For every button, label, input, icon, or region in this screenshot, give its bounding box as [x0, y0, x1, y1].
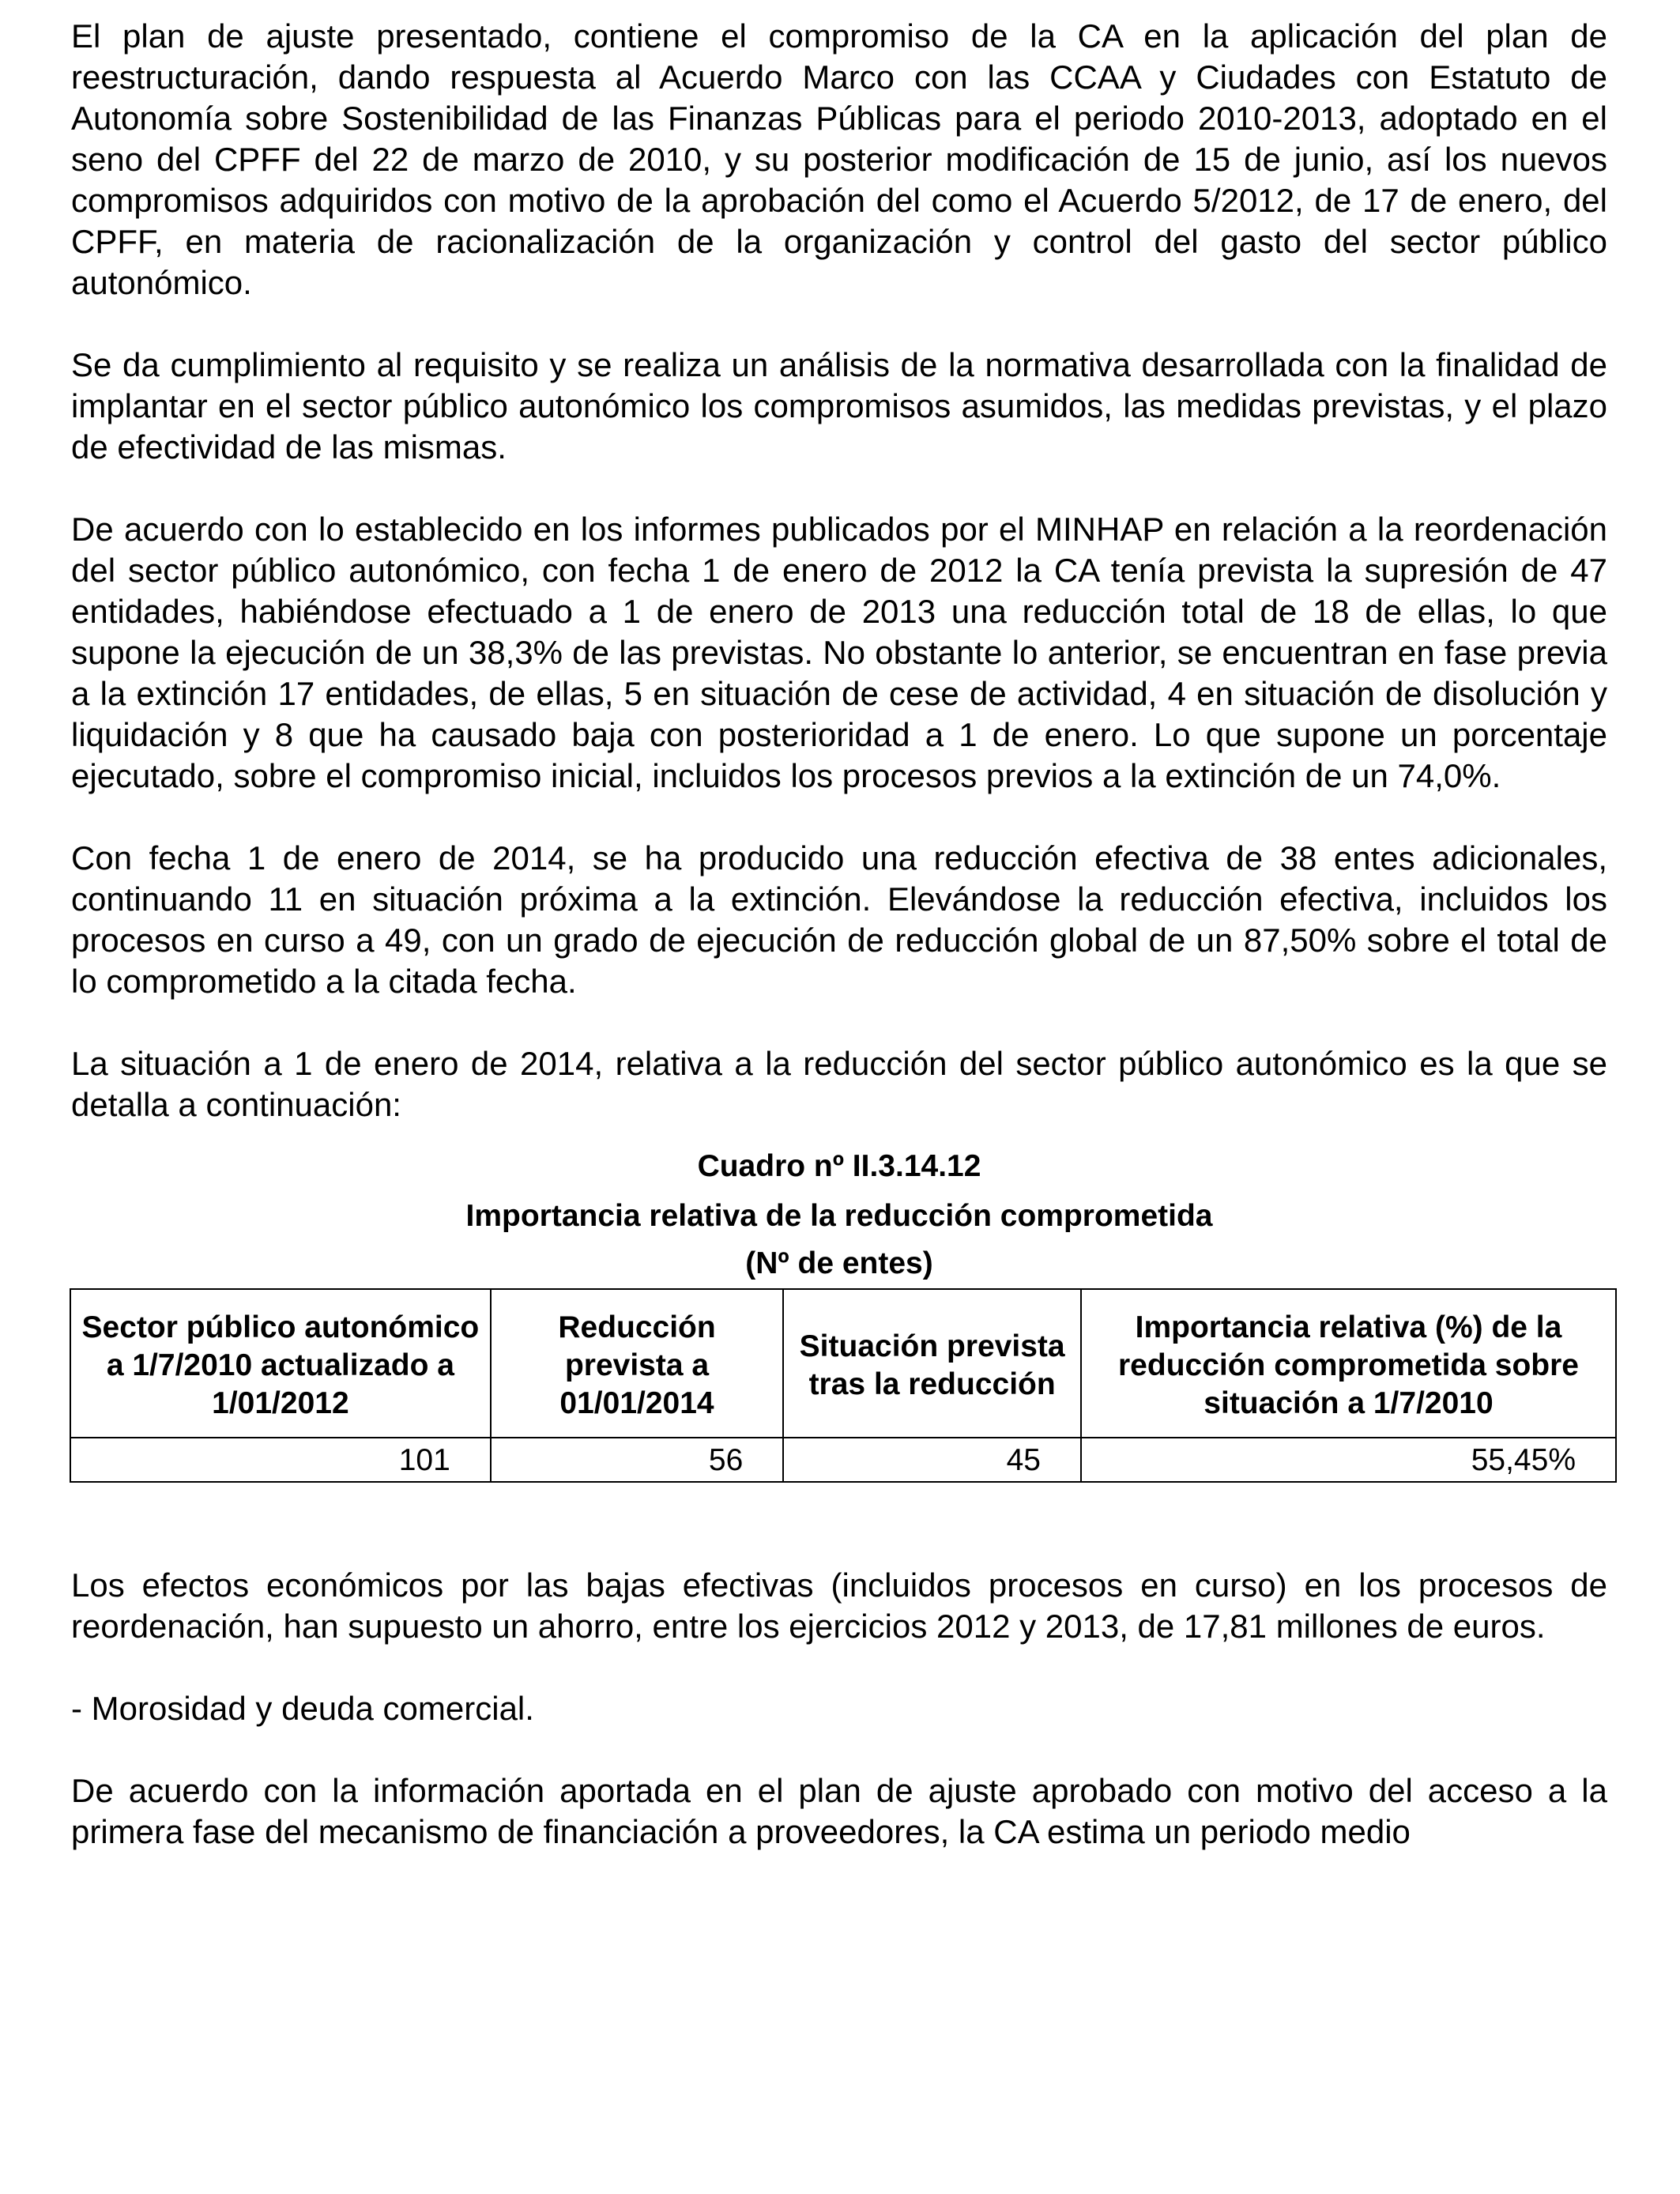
- header-sector-publico: Sector público autonómico a 1/7/2010 actualizado a 1/01/2012: [70, 1289, 491, 1438]
- table-block: [71, 1141, 1607, 1483]
- document-page: [71, 16, 1607, 1894]
- paragraph-cumplimiento-requisito: Se da cumplimiento al requisito y se realiza un análisis de la normativa desarrollada con la finalidad de implantar en el sector público autonómico los compromisos asumidos, las medidas previstas, y el plazo de efectividad de las mismas.: [71, 346, 1607, 466]
- table-row: [70, 1438, 1616, 1482]
- cell-importancia-relativa: 55,45%: [1081, 1438, 1616, 1482]
- paragraph-plan-proveedores: De acuerdo con la información aportada en el plan de ajuste aprobado con motivo del acceso a la primera fase del mecanismo de financiación a proveedores, la CA estima un periodo medio: [71, 1772, 1607, 1850]
- table-header-row: [70, 1289, 1616, 1438]
- paragraph-situacion-intro: La situación a 1 de enero de 2014, relativa a la reducción del sector público autonómico es la que se detalla a continuación:: [71, 1045, 1607, 1123]
- paragraph-plan-ajuste: El plan de ajuste presentado, contiene el compromiso de la CA en la aplicación del plan de reestructuración, dando respuesta al Acuerdo Marco con las CCAA y Ciudades con Estatuto de Autonomía sobre Sostenibilidad de las Finanzas Públicas para el periodo 2010-2013, adoptado en el seno del CPFF del 22 de marzo de 2010, y su posterior modificación de 15 de junio, así los nuevos compromisos adquiridos con motivo de la aprobación del como el Acuerdo 5/2012, de 17 de enero, del CPFF, en materia de racionalización de la organización y control del gasto del sector público autonómico.: [71, 17, 1607, 301]
- cell-reduccion-prevista: 56: [491, 1438, 783, 1482]
- table-wrapper: [71, 1288, 1607, 1483]
- table-unit: (Nº de entes): [745, 1246, 933, 1280]
- table-number: Cuadro nº II.3.14.12: [697, 1149, 981, 1183]
- cell-situacion-prevista: 45: [783, 1438, 1081, 1482]
- paragraph-reduccion-2014: Con fecha 1 de enero de 2014, se ha producido una reducción efectiva de 38 entes adicionales, continuando 11 en situación próxima a la extinción. Elevándose la reducción efectiva, incluidos los procesos en curso a 49, con un grado de ejecución de reducción global de un 87,50% sobre el total de lo comprometido a la citada fecha.: [71, 839, 1607, 1000]
- section-heading-morosidad: - Morosidad y deuda comercial.: [71, 1690, 534, 1727]
- header-importancia-relativa: Importancia relativa (%) de la reducción comprometida sobre situación a 1/7/2010: [1081, 1289, 1616, 1438]
- table-title: Importancia relativa de la reducción comprometida: [465, 1199, 1213, 1233]
- cell-sector-publico: 101: [70, 1438, 491, 1482]
- header-situacion-prevista: Situación prevista tras la reducción: [783, 1289, 1081, 1438]
- reduction-table: [70, 1288, 1617, 1483]
- header-reduccion-prevista: Reducción prevista a 01/01/2014: [491, 1289, 783, 1438]
- paragraph-reordenacion-sector: De acuerdo con lo establecido en los informes publicados por el MINHAP en relación a la reordenación del sector público autonómico, con fecha 1 de enero de 2012 la CA tenía prevista la supresión de 47 entidades, habiéndose efectuado a 1 de enero de 2013 una reducción total de 18 de ellas, lo que supone la ejecución de un 38,3% de las previstas. No obstante lo anterior, se encuentran en fase previa a la extinción 17 entidades, de ellas, 5 en situación de cese de actividad, 4 en situación de disolución y liquidación y 8 que ha causado baja con posterioridad a 1 de enero. Lo que supone un porcentaje ejecutado, sobre el compromiso inicial, incluidos los procesos previos a la extinción de un 74,0%.: [71, 511, 1607, 794]
- paragraph-efectos-economicos: Los efectos económicos por las bajas efectivas (incluidos procesos en curso) en los procesos de reordenación, han supuesto un ahorro, entre los ejercicios 2012 y 2013, de 17,81 millones de euros.: [71, 1566, 1607, 1645]
